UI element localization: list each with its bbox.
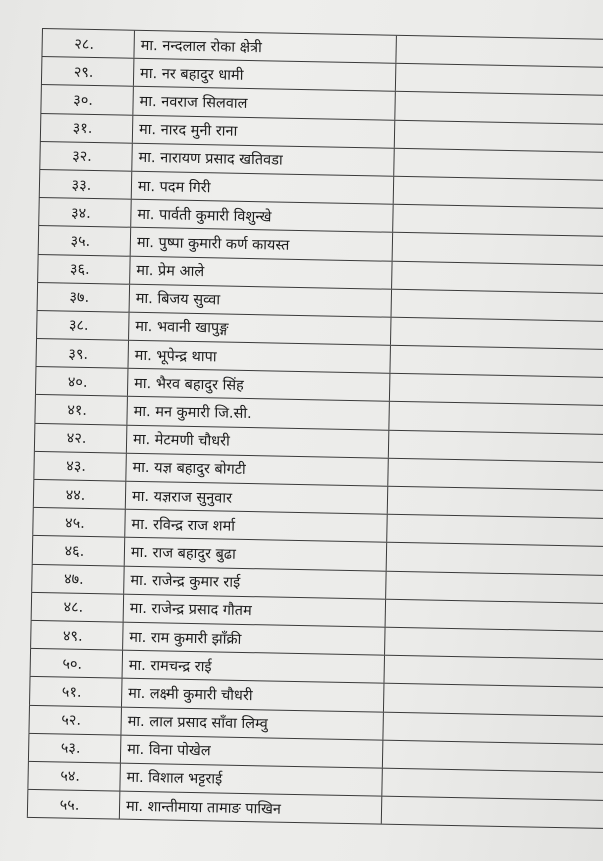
serial-number: ४८.: [31, 593, 124, 622]
member-name: मा. भवानी खापुङ्ग: [128, 313, 390, 345]
serial-number: ३६.: [37, 254, 130, 283]
member-name: मा. बिजय सुव्वा: [129, 284, 391, 316]
signature-cell: [381, 797, 603, 829]
serial-number: ४६.: [32, 536, 125, 565]
serial-number: ४३.: [33, 452, 126, 481]
member-name: मा. विना पोखेल: [120, 735, 382, 767]
member-name: मा. मेटमणी चौधरी: [126, 425, 388, 457]
serial-number: ३८.: [36, 311, 129, 340]
serial-number: ३०.: [40, 85, 133, 114]
signature-cell: [387, 459, 603, 491]
member-name: मा. नर बहादुर धामी: [133, 59, 395, 91]
member-name: मा. पार्वती कुमारी विशुन्खे: [130, 200, 392, 232]
member-name: मा. यज्ञराज सुनुवार: [125, 482, 387, 514]
signature-cell: [395, 64, 603, 96]
member-name: मा. राज बहादुर बुढा: [124, 538, 386, 570]
serial-number: ५४.: [27, 762, 120, 791]
serial-number: २९.: [41, 57, 134, 86]
member-name: मा. राजेन्द्र कुमार राई: [123, 566, 385, 598]
serial-number: ४०.: [35, 367, 128, 396]
serial-number: ५५.: [27, 790, 120, 819]
signature-cell: [389, 374, 603, 406]
member-name: मा. पदम गिरी: [131, 172, 393, 204]
member-name: मा. मन कुमारी जि.सी.: [126, 397, 388, 429]
member-name: मा. नारद मुनी राना: [132, 115, 394, 147]
signature-cell: [383, 656, 603, 688]
signature-cell: [386, 515, 603, 547]
serial-number: ३५.: [38, 226, 131, 255]
signature-cell: [390, 318, 603, 350]
signature-cell: [388, 430, 603, 462]
serial-number: ३२.: [39, 142, 132, 171]
member-name: मा. रामचन्द्र राई: [122, 651, 384, 683]
member-table: [27, 28, 603, 830]
signature-cell: [387, 487, 603, 519]
member-name: मा. नारायण प्रसाद खतिवडा: [131, 143, 393, 175]
serial-number: ५१.: [29, 677, 122, 706]
signature-cell: [383, 684, 603, 716]
signature-cell: [384, 628, 603, 660]
member-name: मा. नन्दलाल रोका क्षेत्री: [133, 31, 395, 63]
member-name: मा. पुष्पा कुमारी कर्ण कायस्त: [130, 228, 392, 260]
member-name: मा. लाल प्रसाद साँवा लिम्वु: [120, 707, 382, 739]
member-name: मा. प्रेम आले: [129, 256, 391, 288]
serial-number: ४२.: [34, 424, 127, 453]
serial-number: ४९.: [30, 621, 123, 650]
serial-number: ४५.: [32, 508, 125, 537]
serial-number: ३९.: [36, 339, 129, 368]
member-name: मा. यज्ञ बहादुर बोगटी: [125, 454, 387, 486]
member-name: मा. रविन्द्र राज शर्मा: [124, 510, 386, 542]
member-name: मा. भैरव बहादुर सिंह: [127, 369, 389, 401]
member-name: मा. विशाल भट्टराई: [119, 764, 381, 796]
serial-number: ३१.: [40, 114, 133, 143]
signature-cell: [394, 92, 603, 124]
member-name: मा. लक्ष्मी कुमारी चौधरी: [121, 679, 383, 711]
signature-cell: [385, 571, 603, 603]
signature-cell: [393, 149, 603, 181]
member-name: मा. शान्तीमाया तामाङ पाखिन: [119, 792, 381, 824]
serial-number: ५२.: [28, 705, 121, 734]
signature-cell: [392, 233, 603, 265]
signature-cell: [385, 599, 603, 631]
serial-number: ४४.: [33, 480, 126, 509]
signature-cell: [395, 36, 603, 68]
signature-cell: [393, 177, 603, 209]
member-name: मा. राजेन्द्र प्रसाद गौतम: [123, 594, 385, 626]
serial-number: ३३.: [39, 170, 132, 199]
serial-number: ४७.: [31, 564, 124, 593]
serial-number: ३७.: [37, 283, 130, 312]
signature-cell: [389, 346, 603, 378]
member-name: मा. भूपेन्द्र थापा: [127, 341, 389, 373]
signature-cell: [391, 261, 603, 293]
serial-number: ५३.: [28, 734, 121, 763]
member-name: मा. राम कुमारी झाँक्री: [122, 623, 384, 655]
signature-cell: [394, 120, 603, 152]
signature-cell: [386, 543, 603, 575]
signature-cell: [388, 402, 603, 434]
serial-number: ३४.: [38, 198, 131, 227]
signature-cell: [382, 712, 603, 744]
member-name: मा. नवराज सिलवाल: [132, 87, 394, 119]
signature-cell: [382, 740, 603, 772]
serial-number: ५०.: [30, 649, 123, 678]
serial-number: ४१.: [34, 395, 127, 424]
signature-cell: [381, 769, 603, 801]
serial-number: २८.: [41, 29, 134, 58]
signature-cell: [391, 289, 603, 321]
signature-cell: [392, 205, 603, 237]
